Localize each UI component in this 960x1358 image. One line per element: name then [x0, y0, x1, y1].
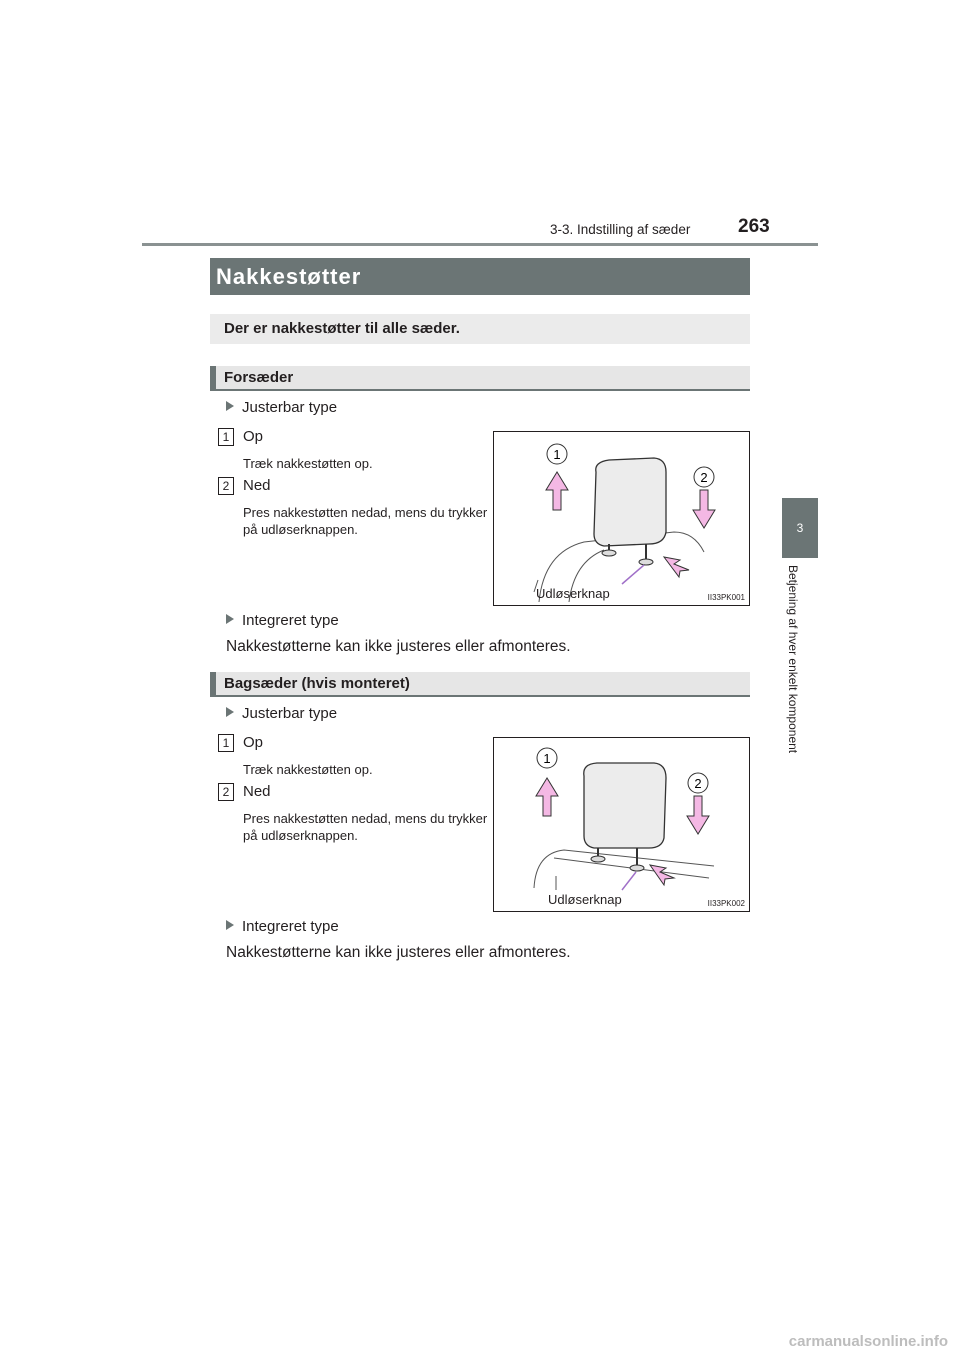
rear-step-1-number: 1	[218, 734, 234, 752]
rear-seats-heading	[210, 672, 750, 697]
rear-adjustable-label: Justerbar type	[242, 705, 338, 722]
front-integrated-text: Nakkestøtterne kan ikke justeres eller afmonteres.	[226, 638, 571, 655]
chapter-title: 3-3. Indstilling af sæder	[550, 222, 691, 237]
rear-integrated-label: Integreret type	[242, 918, 339, 935]
front-seats-heading-text: Forsæder	[224, 369, 294, 386]
triangle-bullet-icon	[226, 401, 234, 411]
rear-seats-heading-text: Bagsæder (hvis monteret)	[224, 675, 410, 692]
front-headrest-figure	[493, 431, 750, 606]
front-figure-code: II33PK001	[707, 593, 745, 602]
intro-box: Der er nakkestøtter til alle sæder.	[210, 314, 750, 344]
rear-step-1-desc: Træk nakkestøtten op.	[243, 762, 373, 777]
front-step-1-number: 1	[218, 428, 234, 446]
rear-step-1-label: Op	[243, 734, 264, 751]
rear-integrated-bullet	[226, 918, 339, 935]
rear-figure-code: II33PK002	[707, 899, 745, 908]
chapter-tab	[782, 498, 818, 558]
rear-marker-1: 1	[543, 751, 551, 766]
chapter-side-label: Betjening af hver enkelt komponent	[786, 565, 800, 754]
front-headrest-illustration	[494, 432, 749, 605]
rear-headrest-illustration	[494, 738, 749, 911]
section-title: Nakkestøtter	[210, 258, 750, 295]
rear-marker-2: 2	[694, 776, 702, 791]
front-adjustable-label: Justerbar type	[242, 399, 338, 416]
front-seats-heading	[210, 366, 750, 391]
page-number: 263	[738, 216, 770, 237]
front-integrated-bullet	[226, 612, 339, 629]
rear-adjustable-bullet	[226, 705, 337, 722]
rear-release-label: Udløserknap	[548, 892, 622, 907]
chapter-tab-number: 3	[796, 521, 804, 535]
front-step-1-desc: Træk nakkestøtten op.	[243, 456, 373, 471]
rear-integrated-text: Nakkestøtterne kan ikke justeres eller afmonteres.	[226, 944, 571, 961]
header-rule	[142, 243, 818, 246]
front-marker-2: 2	[700, 470, 708, 485]
front-adjustable-bullet	[226, 399, 337, 416]
triangle-bullet-icon	[226, 920, 234, 930]
front-step-2-label: Ned	[243, 477, 271, 494]
front-release-label: Udløserknap	[536, 586, 610, 601]
rear-step-2-desc: Pres nakkestøtten nedad, mens du trykker på udløserknappen.	[243, 811, 488, 843]
front-step-2-number: 2	[218, 477, 234, 495]
triangle-bullet-icon	[226, 707, 234, 717]
front-marker-1: 1	[553, 447, 561, 462]
rear-headrest-figure	[493, 737, 750, 912]
front-step-2-desc: Pres nakkestøtten nedad, mens du trykker på udløserknappen.	[243, 505, 488, 537]
footer-watermark: carmanualsonline.info	[788, 1333, 948, 1350]
rear-step-2-label: Ned	[243, 783, 271, 800]
triangle-bullet-icon	[226, 614, 234, 624]
front-integrated-label: Integreret type	[242, 612, 339, 629]
front-step-1-label: Op	[243, 428, 264, 445]
rear-step-2-number: 2	[218, 783, 234, 801]
